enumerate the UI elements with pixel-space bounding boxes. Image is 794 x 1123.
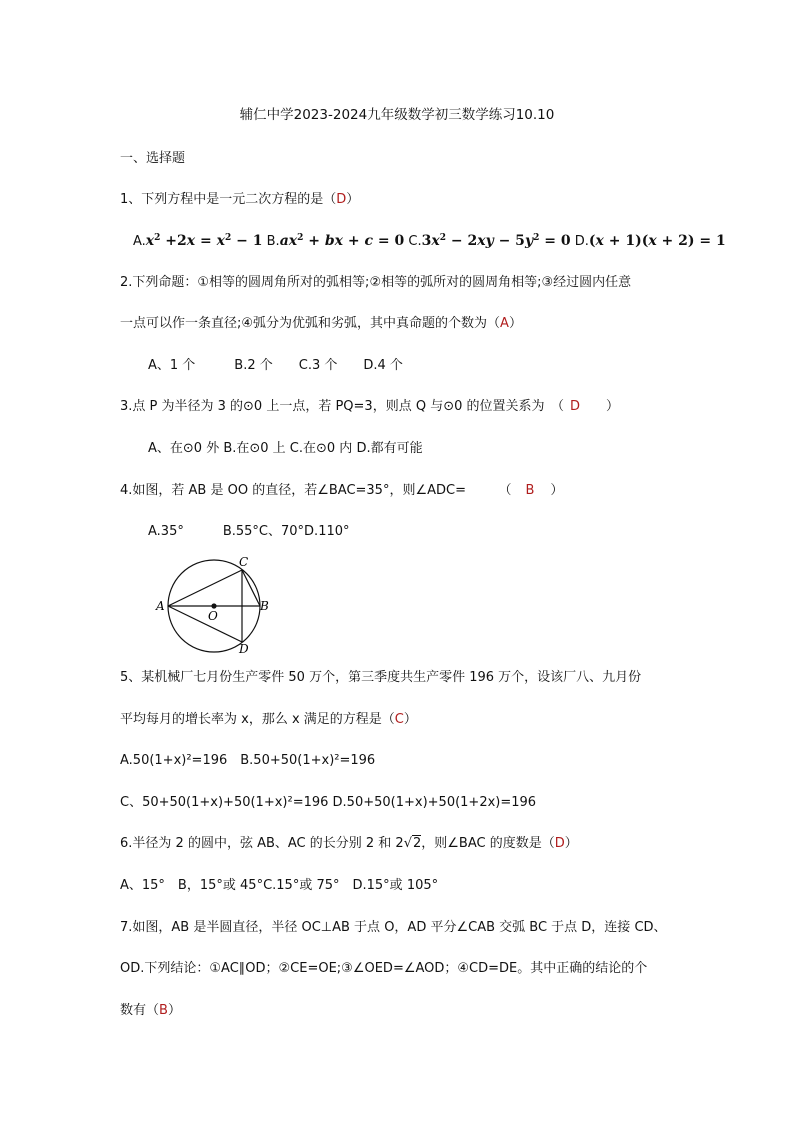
answer-3: D [570,399,581,414]
option-b-equation: $ax^2$ + bx + c = 0 [279,233,405,249]
option-d-equation: (x + 1)(x + 2) = 1 [588,233,726,249]
question-5-options-ab: A.50(1+x)²=196 B.50+50(1+x)²=196 [120,753,376,768]
answer-4: B [525,483,535,498]
question-4-options: A.35° B.55°C、70°D.110° [148,524,350,539]
section-heading: 一、选择题 [120,151,186,166]
label-c: C [239,555,249,569]
question-1-options [133,232,726,251]
question-2-line-1: 2.下列命题：①相等的圆周角所对的弧相等;②相等的弧所对的圆周角相等;③经过圆内任意 [120,275,632,290]
question-4-stem: 4.如图，若 AB 是 OO 的直径，若∠BAC=35°，则∠ADC= （ B ） [120,483,564,498]
label-a: A [156,599,165,613]
circle-diagram [150,552,280,657]
sqrt-argument: 2 [413,836,422,851]
label-d: D [239,642,249,656]
question-7-line-3: 数有（B） [120,1003,181,1018]
question-5-line-1: 5、某机械厂七月份生产零件 50 万个，第三季度共生产零件 196 万个，设该厂八、九月份 [120,670,642,685]
option-a-equation: $x^2 +2x = x^2 - 1$ [145,233,263,249]
chord-cb [242,570,260,606]
answer-5: C [394,712,404,727]
option-a-label: A. [133,234,146,249]
question-2-options: A、1 个 B.2 个 C.3 个 D.4 个 [148,358,403,373]
question-5-options-cd: C、50+50(1+x)+50(1+x)²=196 D.50+50(1+x)+50(1+2x)=196 [120,795,537,810]
question-6-stem: 6.半径为 2 的圆中，弦 AB、AC 的长分别 2 和 2√2，则∠BAC 的度数是（D） [120,836,578,851]
answer-2: A [500,316,509,331]
center-point [211,603,216,608]
label-o: O [208,609,218,623]
label-b: B [260,599,269,613]
question-2-line-2: 一点可以作一条直径;④弧分为优弧和劣弧，其中真命题的个数为（A） [120,316,522,331]
sqrt-symbol: √ [403,836,412,851]
answer-7: B [159,1003,168,1018]
option-d-label: D. [574,234,589,249]
question-7-line-2: OD.下列结论：①AC∥OD；②CE=OE;③∠OED=∠AOD；④CD=DE。其中正确的结论的个 [120,961,648,976]
question-3-options: A、在⊙0 外 B.在⊙0 上 C.在⊙0 内 D.都有可能 [148,441,423,456]
question-3-stem: 3.点 P 为半径为 3 的⊙0 上一点，若 PQ=3，则点 Q 与⊙0 的位置关系为 （ D ） [120,399,620,414]
page-title: 辅仁中学2023-2024九年级数学初三数学练习10.10 [239,107,555,123]
question-7-line-1: 7.如图，AB 是半圆直径，半径 OC⊥AB 于点 O，AD 平分∠CAB 交弧 BC 于点 D，连接 CD、 [120,920,667,935]
option-c-equation: $3x^2 - 2xy - 5y^2 = 0$ [421,233,571,249]
option-b-label: B. [266,234,280,249]
question-6-options: A、15° B，15°或 45°C.15°或 75° D.15°或 105° [120,878,439,893]
option-c-label: C. [408,234,422,249]
question-1-stem: 1、下列方程中是一元二次方程的是（D） [120,192,360,207]
question-5-line-2: 平均每月的增长率为 x，那么 x 满足的方程是（C） [120,712,417,727]
answer-1: D [336,192,347,207]
answer-6: D [554,836,565,851]
